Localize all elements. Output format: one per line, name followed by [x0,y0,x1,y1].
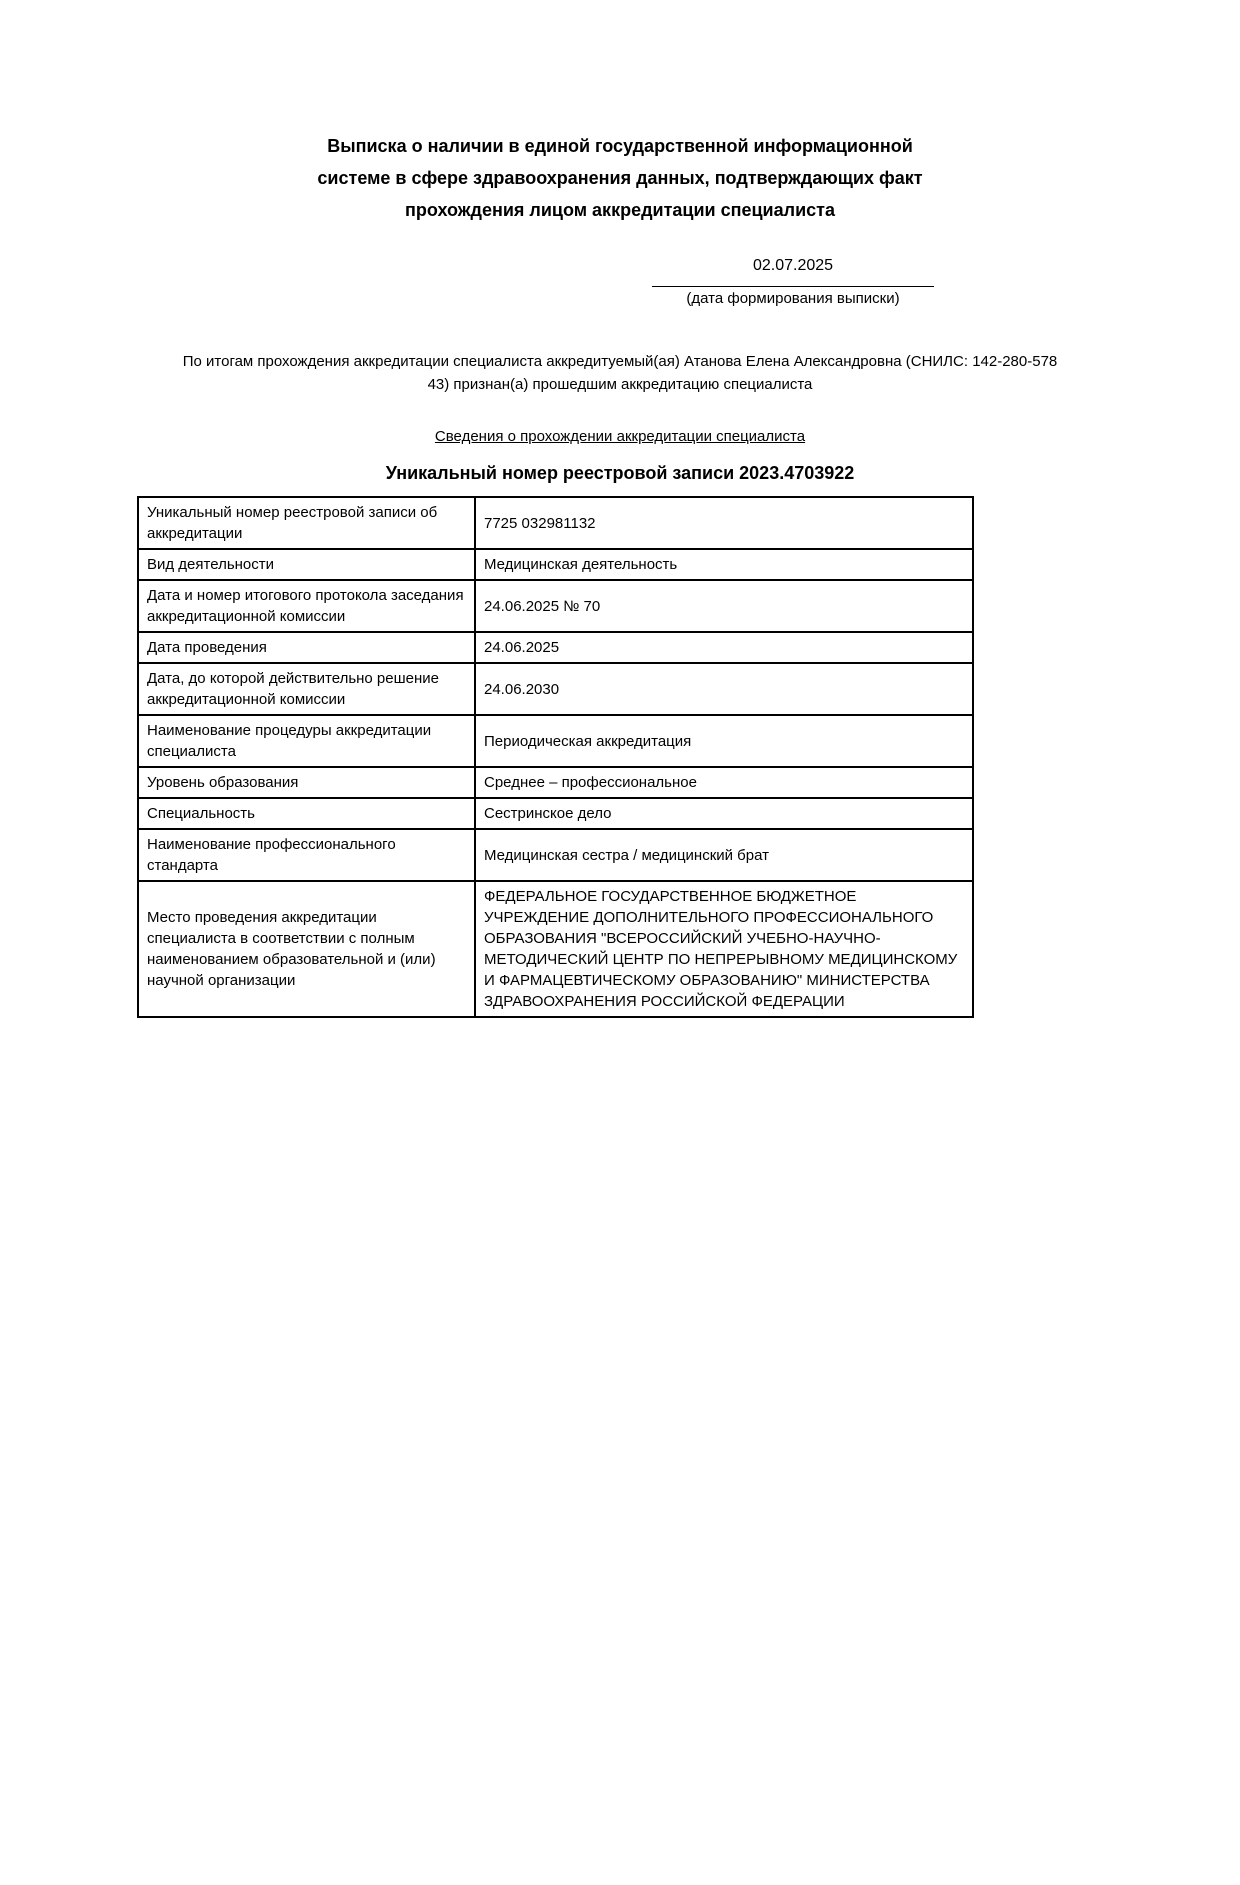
title-line-1: Выписка о наличии в единой государственной информационной [327,136,913,156]
row-label: Наименование процедуры аккредитации специалиста [138,715,475,767]
row-value: Медицинская сестра / медицинский брат [475,829,973,881]
intro-line-2: 43) признан(а) прошедшим аккредитацию специалиста [427,376,813,393]
document-page [0,130,1240,1885]
row-value: Периодическая аккредитация [475,715,973,767]
table-row [138,715,973,767]
section-heading: Сведения о прохождении аккредитации специалиста [434,428,806,445]
accreditation-table [137,496,974,1018]
row-label: Уровень образования [138,767,475,798]
document-title [0,130,1240,226]
row-value: 7725 032981132 [475,497,973,549]
row-label: Дата и номер итогового протокола заседания аккредитационной комиссии [138,580,475,632]
table-row [138,881,973,1017]
row-value: Медицинская деятельность [475,549,973,580]
intro-paragraph [0,350,1240,396]
title-line-3: прохождения лицом аккредитации специалиста [405,200,835,220]
table-row [138,663,973,715]
table-row [138,829,973,881]
row-value: ФЕДЕРАЛЬНОЕ ГОСУДАРСТВЕННОЕ БЮДЖЕТНОЕ УЧРЕЖДЕНИЕ ДОПОЛНИТЕЛЬНОГО ПРОФЕССИОНАЛЬНОГО ОБРАЗОВАНИЯ "ВСЕРОССИЙСКИЙ УЧЕБНО-НАУЧНО-МЕТОДИЧЕСКИЙ ЦЕНТР ПО НЕПРЕРЫВНОМУ МЕДИЦИНСКОМУ И ФАРМАЦЕВТИЧЕСКОМУ ОБРАЗОВАНИЮ" МИНИСТЕРСТВА ЗДРАВООХРАНЕНИЯ РОССИЙСКОЙ ФЕДЕРАЦИИ [475,881,973,1017]
table-row [138,632,973,663]
row-label: Дата, до которой действительно решение аккредитационной комиссии [138,663,475,715]
table-row [138,767,973,798]
row-value: Среднее – профессиональное [475,767,973,798]
table-row [138,549,973,580]
row-label: Наименование профессионального стандарта [138,829,475,881]
row-value: Сестринское дело [475,798,973,829]
table-row [138,798,973,829]
row-label: Место проведения аккредитации специалиста в соответствии с полным наименованием образовательной и (или) научной организации [138,881,475,1017]
intro-line-1: По итогам прохождения аккредитации специалиста аккредитуемый(ая) Атанова Елена Александровна (СНИЛС: 142-280-578 [182,353,1058,370]
row-label: Дата проведения [138,632,475,663]
table-row [138,497,973,549]
row-label: Специальность [138,798,475,829]
row-value: 24.06.2025 № 70 [475,580,973,632]
row-value: 24.06.2025 [475,632,973,663]
row-label: Уникальный номер реестровой записи об аккредитации [138,497,475,549]
extract-date-caption: (дата формирования выписки) [686,290,900,307]
row-label: Вид деятельности [138,549,475,580]
registry-heading: Уникальный номер реестровой записи 2023.4703922 [385,463,855,483]
date-block [652,256,934,308]
extract-date: 02.07.2025 [652,256,934,287]
table-row [138,580,973,632]
title-line-2: системе в сфере здравоохранения данных, подтверждающих факт [317,168,923,188]
row-value: 24.06.2030 [475,663,973,715]
